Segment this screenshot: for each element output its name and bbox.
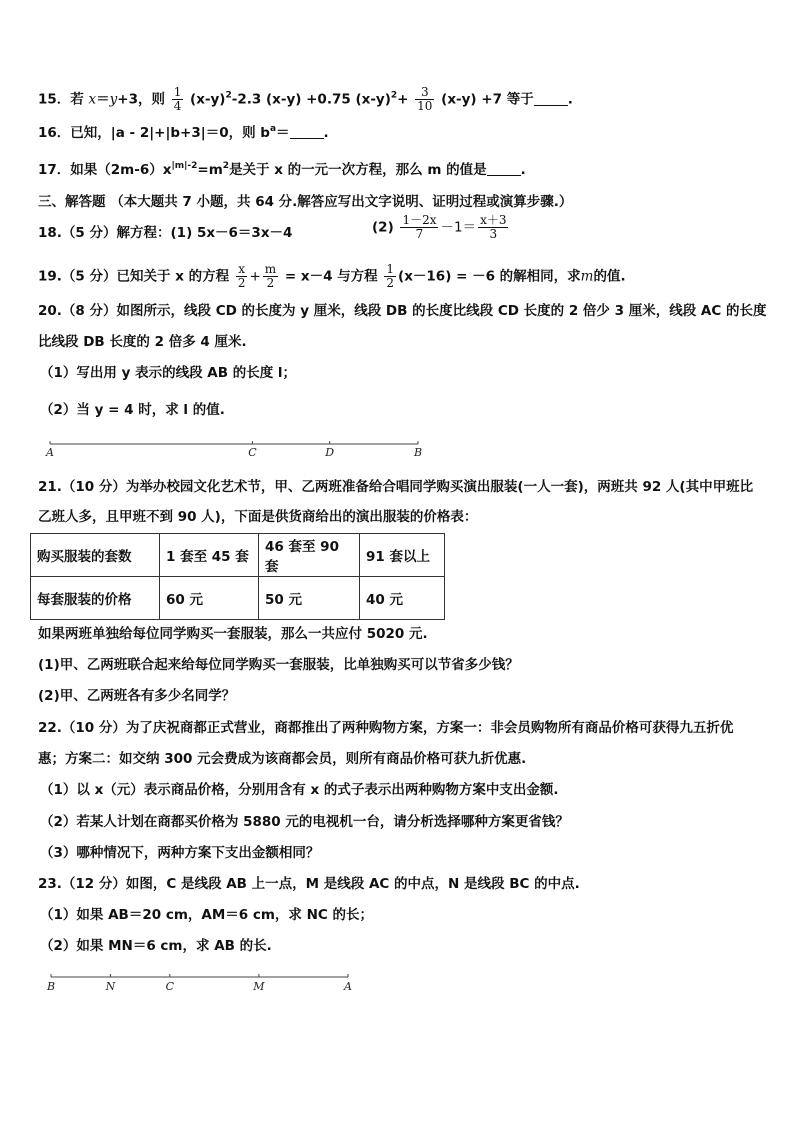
q18-fa-num: 1－2x: [402, 213, 437, 227]
question-16: [38, 123, 329, 143]
question-21-note: 如果两班单独给每位同学购买一套服装，那么一共应付 5020 元.: [38, 626, 428, 642]
q17-mid: =m: [197, 162, 223, 178]
question-21-sub1: (1)甲、乙两班联合起来给每位同学购买一套服装，比单独购买可以节省多少钱？: [38, 657, 519, 673]
q19-var-m: m: [580, 268, 594, 285]
point-label-D: D: [325, 446, 335, 459]
q19-fc-den: 2: [386, 276, 395, 290]
q15-sup1: 2: [225, 90, 232, 101]
question-20-line2: 比线段 DB 长度的 2 倍多 4 厘米.: [38, 334, 247, 350]
q18-fb-den: 3: [489, 227, 498, 241]
question-22-line2: 惠；方案二：如交纳 300 元会费成为该商都会员，则所有商品价格可获九折优惠.: [38, 751, 527, 767]
q15-expr2: -2.3 (x-y) +0.75 (x-y): [231, 91, 391, 108]
q18-head: 18.（5 分）解方程：(1) 5x－6＝3x－4: [38, 225, 293, 241]
question-22-line1: 22.（10 分）为了庆祝商都正式营业，商都推出了两种购物方案，方案一：非会员购物所有商品价格可获得九五折优: [38, 720, 734, 736]
point-label-M: M: [253, 980, 265, 993]
question-20-sub2: （2）当 y = 4 时，求 l 的值.: [40, 402, 225, 418]
q15-f1-num: 1: [173, 85, 182, 99]
answer-blank[interactable]: [534, 91, 568, 106]
q15-var-x: x: [88, 91, 97, 108]
segment-diagram-q23: [46, 968, 356, 996]
segment-diagram-q20: [46, 436, 426, 462]
point-label-N: N: [105, 980, 116, 993]
point-label-C: C: [165, 980, 175, 993]
question-22-sub3: （3）哪种情况下，两种方案下支出金额相同？: [40, 845, 320, 861]
q15-number: 15．: [38, 91, 71, 108]
question-22-sub2: （2）若某人计划在商都买价格为 5880 元的电视机一台，请分析选择哪种方案更省钱？: [40, 814, 569, 830]
section-heading: 三、解答题 （本大题共 7 小题，共 64 分.解答应写出文字说明、证明过程或演算步骤.）: [38, 194, 573, 210]
q19-eq1: = x－4 与方程: [284, 268, 378, 285]
q19-fa-den: 2: [237, 276, 246, 290]
q15-f1-den: 4: [173, 99, 182, 113]
q16-end: .: [323, 125, 329, 141]
question-21-sub2: (2)甲、乙两班各有多少名同学？: [38, 688, 236, 704]
q19-eq2: (x－16) = －6 的解相同，求: [398, 268, 581, 285]
question-22-sub1: （1）以 x（元）表示商品价格，分别用含有 x 的式子表示出两种购物方案中支出金额.: [40, 782, 559, 798]
q18-p2: (2): [372, 219, 394, 236]
q15-expr1: (x-y): [190, 91, 226, 108]
question-18-part2: [372, 214, 510, 241]
q15-sup2: 2: [390, 90, 398, 101]
q18-fraction-b: [478, 214, 508, 241]
q18-mid: －1＝: [440, 219, 477, 236]
q15-var-y: y: [109, 91, 118, 108]
q16-eq: ＝: [276, 125, 290, 141]
price-table: [30, 533, 445, 620]
table-cell: 50 元: [259, 577, 360, 620]
q19-fb-num: m: [264, 262, 277, 276]
q15-eq: ＝: [96, 91, 110, 108]
q15-text: 若: [70, 91, 84, 108]
q16-sup: a: [269, 124, 277, 134]
question-20-sub1: （1）写出用 y 表示的线段 AB 的长度 l；: [40, 365, 297, 381]
table-cell: 60 元: [160, 577, 259, 620]
point-label-C: C: [248, 446, 257, 459]
q19-end: 的值.: [593, 268, 626, 285]
q19-fa-num: x: [236, 263, 248, 277]
q19-fraction-b: [263, 263, 278, 290]
table-row: [31, 534, 445, 577]
point-label-A: A: [46, 446, 54, 459]
question-23-sub1: （1）如果 AB＝20 cm，AM＝6 cm，求 NC 的长；: [40, 907, 374, 923]
q19-fraction-a: [236, 263, 248, 290]
q17-rest: 是关于 x 的一元一次方程，那么 m 的值是: [229, 162, 487, 178]
q17-sup: |m|-2: [171, 161, 198, 171]
q15-f2-den: 10: [417, 99, 433, 113]
q17-text: 17．如果（2m-6）x: [38, 162, 172, 178]
answer-blank[interactable]: [290, 124, 324, 139]
table-cell: 每套服装的价格: [31, 577, 160, 620]
point-label-B: B: [46, 980, 56, 993]
q19-head: 19.（5 分）已知关于 x 的方程: [38, 268, 230, 285]
question-17: [38, 160, 526, 180]
question-23-line1: 23.（12 分）如图，C 是线段 AB 上一点，M 是线段 AC 的中点，N 是线段 BC 的中点.: [38, 876, 580, 892]
question-21-line2: 乙班人多，且甲班不到 90 人)，下面是供货商给出的演出服装的价格表：: [38, 509, 478, 525]
table-cell: 购买服装的套数: [31, 534, 160, 577]
question-18: [38, 223, 292, 243]
q15-plus: +: [397, 91, 409, 108]
q18-fa-den: 7: [415, 227, 424, 241]
q19-plus: +: [249, 268, 261, 285]
table-cell: 46 套至 90 套: [259, 534, 360, 577]
q16-text: 16．已知，|a - 2|+|b+3|＝0，则 b: [38, 125, 270, 141]
question-19: [38, 263, 626, 290]
q17-sup2: 2: [222, 161, 230, 171]
question-20-line1: 20.（8 分）如图所示，线段 CD 的长度为 y 厘米，线段 DB 的长度比线段 CD 长度的 2 倍少 3 厘米，线段 AC 的长度: [38, 303, 767, 319]
q15-text2: +3，则: [117, 91, 165, 108]
table-row: [31, 577, 445, 620]
q17-end: .: [520, 162, 526, 178]
q19-fb-den: 2: [266, 276, 275, 290]
q15-fraction-2: [415, 86, 434, 113]
q15-expr3: (x-y) +7 等于: [441, 91, 534, 108]
table-cell: 40 元: [360, 577, 445, 620]
q18-fb-num: x＋3: [480, 213, 507, 227]
q18-fraction-a: [400, 214, 438, 241]
point-label-B: B: [413, 446, 423, 459]
question-21-line1: 21.（10 分）为举办校园文化艺术节，甲、乙两班准备给合唱同学购买演出服装(一人一套)，两班共 92 人(其中甲班比: [38, 479, 754, 495]
table-cell: 1 套至 45 套: [160, 534, 259, 577]
point-label-A: A: [344, 980, 352, 993]
question-15: [38, 86, 573, 113]
q15-end: .: [567, 91, 573, 108]
q15-fraction-1: [172, 86, 184, 113]
table-cell: 91 套以上: [360, 534, 445, 577]
q15-f2-num: 3: [415, 86, 434, 100]
q19-fc-num: 1: [386, 262, 395, 276]
answer-blank[interactable]: [487, 161, 521, 176]
question-23-sub2: （2）如果 MN＝6 cm，求 AB 的长.: [40, 938, 272, 954]
q19-fraction-c: [384, 263, 396, 290]
